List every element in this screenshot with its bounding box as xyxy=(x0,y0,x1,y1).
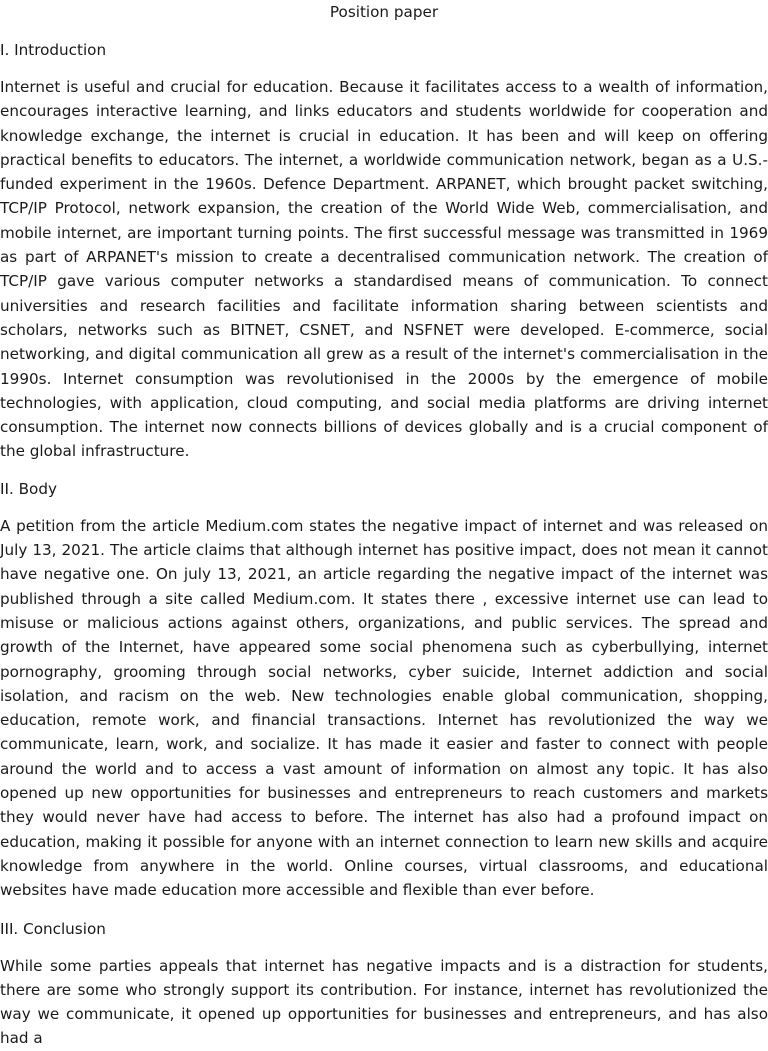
paragraph-introduction: Internet is useful and crucial for education. Because it facilitates access to a wealth of information, encourages interactive learning, and links educators and students worldwide for cooperation and knowledge exchange, the internet is crucial in education. It has been and will keep on offering practical benefits to educators. The internet, a worldwide communication network, began as a U.S.-funded experiment in the 1960s. Defence Department. ARPANET, which brought packet switching, TCP/IP Protocol, network expansion, the creation of the World Wide Web, commercialisation, and mobile internet, are important turning points. The first successful message was transmitted in 1969 as part of ARPANET's mission to create a decentralised communication network. The creation of TCP/IP gave various computer networks a standardised means of communication. To connect universities and research facilities and facilitate information sharing between scientists and scholars, networks such as BITNET, CSNET, and NSFNET were developed. E-commerce, social networking, and digital communication all grew as a result of the internet's commercialisation in the 1990s. Internet consumption was revolutionised in the 2000s by the emergence of mobile technologies, with application, cloud computing, and social media platforms are driving internet consumption. The internet now connects billions of devices globally and is a crucial component of the global infrastructure. xyxy=(0,78,768,461)
section-heading-body: II. Body xyxy=(0,479,57,498)
section-heading-conclusion: III. Conclusion xyxy=(0,919,106,938)
paragraph-conclusion: While some parties appeals that internet has negative impacts and is a distraction for students, there are some who strongly support its contribution. For instance, internet has revolutionized the way we communicate, it opened up opportunities for businesses and entrepreneurs, and has also had a xyxy=(0,956,768,1048)
section-heading-introduction: I. Introduction xyxy=(0,41,107,59)
document-title: Position paper xyxy=(329,3,439,21)
paragraph-body: A petition from the article Medium.com states the negative impact of internet and was released on July 13, 2021. The article claims that although internet has positive impact, does not mean it cannot have negative one. On july 13, 2021, an article regarding the negative impact of the internet was published through a site called Medium.com. It states there , excessive internet use can lead to misuse or malicious actions against others, organizations, and public services. The spread and growth of the Internet, have appeared some social phenomena such as cyberbullying, internet pornography, grooming through social networks, cyber suicide, Internet addiction and social isolation, and racism on the web. New technologies enable global communication, shopping, education, remote work, and financial transactions. Internet has revolutionized the way we communicate, learn, work, and socialize. It has made it easier and faster to connect with people around the world and to access a vast amount of information on almost any topic. It has also opened up new opportunities for businesses and entrepreneurs to reach customers and markets they would never have had access to before. The internet has also had a profound impact on education, making it possible for anyone with an internet connection to learn new skills and acquire knowledge from anywhere in the world. Online courses, virtual classrooms, and educational websites have made education more accessible and flexible than ever before. xyxy=(0,516,768,900)
